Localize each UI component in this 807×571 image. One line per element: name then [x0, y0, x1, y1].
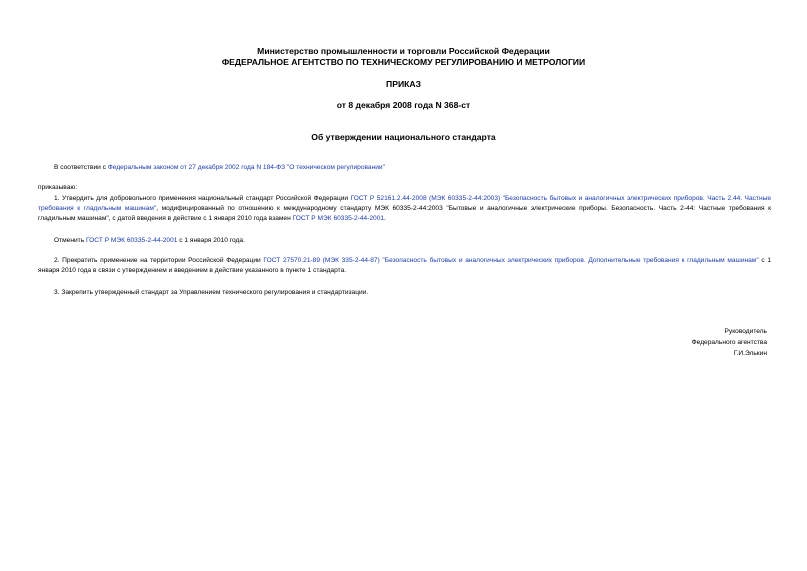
signature-title-1: Руководитель — [724, 328, 767, 335]
cancel-paragraph — [54, 236, 754, 246]
item-2 — [38, 256, 771, 276]
doc-subject: Об утверждении национального стандарта — [311, 132, 496, 142]
date-number: от 8 декабря 2008 года N 368-ст — [336, 100, 471, 110]
order-word: приказываю: — [38, 184, 78, 191]
doc-type: ПРИКАЗ — [386, 79, 421, 89]
agency-title: ФЕДЕРАЛЬНОЕ АГЕНТСТВО ПО ТЕХНИЧЕСКОМУ РЕГУЛИРОВАНИЮ И МЕТРОЛОГИИ — [221, 57, 586, 67]
signature-title-2: Федерального агентства — [691, 339, 767, 346]
item-1-middle: , модифицированный по отношению к международному стандарту МЭК 60335-2-44:2003 "Бытовые и аналогичные электрические приборы. Безопасность. Часть 2-44: Частные требования к гладильным машинам", с датой введения в действие с 1 января 2010 года взамен — [38, 205, 771, 222]
gost-r-iec-60335-link[interactable]: ГОСТ Р МЭК 60335-2-44-2001 — [292, 215, 385, 222]
item-1-prefix: 1. Утвердить для добровольного применения национальный стандарт Российской Федерации — [54, 195, 351, 202]
item-1-suffix: . — [384, 215, 386, 222]
cancel-prefix: Отменить — [54, 237, 86, 244]
gost-r-52161-link[interactable]: ГОСТ Р 52161.2.44-2008 (МЭК 60335-2-44:2003) "Безопасность бытовых и аналогичных электрических приборов. Часть 2.44. Частные требования к гладильным машинам" — [38, 195, 771, 212]
item-1 — [38, 194, 771, 224]
ministry-title: Министерство промышленности и торговли Российской Федерации — [257, 46, 550, 56]
federal-law-link[interactable]: Федеральным законом от 27 декабря 2002 года N 184-ФЗ "О техническом регулировании" — [107, 164, 385, 171]
preamble-text: В соответствии с — [54, 164, 108, 171]
gost-27570-link[interactable]: ГОСТ 27570.21-89 (МЭК 335-2-44-87) "Безопасность бытовых и аналогичных электрических приборов. Дополнительные требования к гладильным машинам" — [263, 257, 759, 264]
item-3: 3. Закрепить утвержденный стандарт за Управлением технического регулирования и стандартизации. — [54, 289, 369, 296]
preamble — [54, 163, 774, 173]
signature-name: Г.И.Элькин — [733, 350, 767, 357]
item-2-suffix: с 1 января 2010 года в связи с утверждением и введением в действие указанного в пункте 1 стандарта. — [38, 257, 771, 274]
cancel-suffix: с 1 января 2010 года. — [177, 237, 245, 244]
cancel-gost-link[interactable]: ГОСТ Р МЭК 60335-2-44-2001 — [85, 237, 178, 244]
item-2-prefix: 2. Прекратить применение на территории Российской Федерации — [54, 257, 264, 264]
